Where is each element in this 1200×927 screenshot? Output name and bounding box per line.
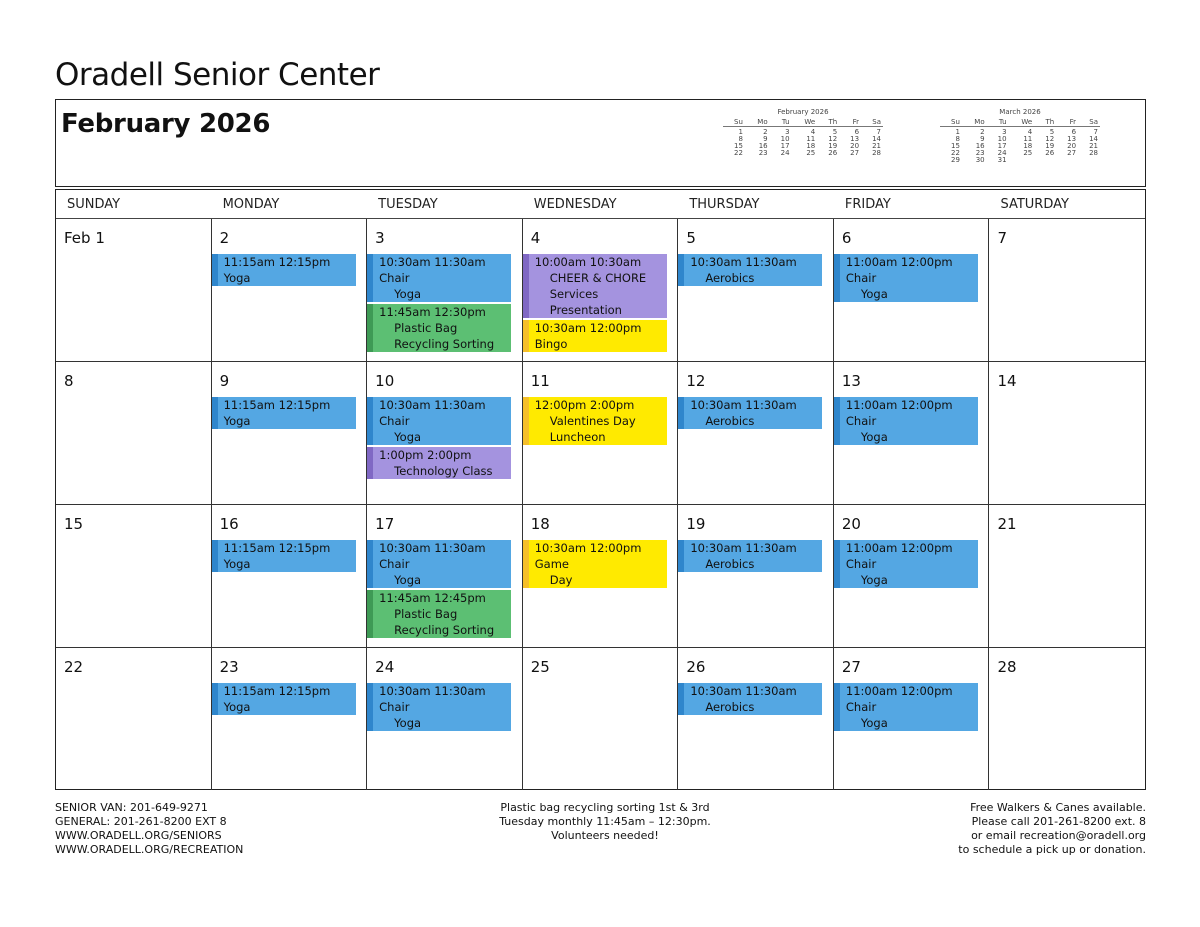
mini-calendar-date: 9 — [980, 135, 985, 143]
event-time: 10:30am 11:30am Chair — [379, 541, 486, 571]
event-title: Plastic Bag Recycling Sorting — [394, 321, 495, 351]
calendar-day-cell[interactable] — [56, 648, 212, 790]
calendar-day-cell[interactable] — [56, 505, 212, 647]
mini-calendar-date: 11 — [1023, 135, 1033, 143]
footer-contact-info — [55, 801, 243, 857]
calendar-day-cell[interactable] — [989, 362, 1145, 504]
mini-calendar-date: 26 — [1045, 149, 1055, 157]
calendar-event[interactable] — [367, 540, 511, 588]
day-number: 28 — [997, 658, 1017, 676]
event-time: 11:15am 12:15pm — [223, 541, 331, 555]
mini-calendar-date: 18 — [1023, 142, 1033, 150]
calendar-week — [56, 219, 1145, 362]
mini-calendar-weekday: Fr — [839, 118, 861, 127]
mini-calendar-table — [723, 118, 883, 157]
event-title: Yoga — [223, 557, 251, 571]
day-number: 20 — [841, 515, 861, 533]
event-title: Aerobics — [705, 271, 755, 285]
calendar-day-cell[interactable] — [678, 648, 834, 790]
event-time: 11:00am 12:00pm Chair — [845, 541, 953, 571]
calendar-day-cell[interactable] — [834, 648, 990, 790]
mini-calendar-date: 3 — [785, 128, 790, 136]
day-number: 10 — [375, 372, 395, 390]
event-title: Plastic Bag Recycling Sorting — [394, 607, 495, 637]
calendar-grid — [55, 189, 1146, 790]
mini-calendar-date: 26 — [828, 149, 838, 157]
day-number: 3 — [375, 229, 385, 247]
mini-calendar-weekday: Fr — [1056, 118, 1078, 127]
mini-calendar-date: 17 — [997, 142, 1007, 150]
calendar-week — [56, 362, 1145, 505]
mini-calendar-title: February 2026 — [777, 108, 829, 116]
footer-line: GENERAL: 201-261-8200 EXT 8 — [55, 815, 227, 828]
mini-calendar-date: 20 — [1067, 142, 1077, 150]
calendar-day-cell[interactable] — [523, 648, 679, 790]
day-number: 26 — [686, 658, 706, 676]
footer-recycling-note — [440, 801, 770, 843]
calendar-day-cell[interactable] — [212, 505, 368, 647]
calendar-weeks — [56, 219, 1145, 790]
event-time: 11:45am 12:45pm — [379, 591, 486, 605]
mini-calendar-date: 22 — [733, 149, 743, 157]
mini-calendar-date: 10 — [997, 135, 1007, 143]
weekday-header-friday: FRIDAY — [844, 197, 891, 212]
calendar-event[interactable] — [523, 254, 667, 318]
footer-line: to schedule a pick up or donation. — [958, 843, 1146, 856]
event-time: 1:00pm 2:00pm — [379, 448, 472, 462]
mini-calendar-date: 1 — [955, 128, 960, 136]
day-number: 6 — [841, 229, 852, 247]
mini-calendar-date: 29 — [950, 156, 960, 164]
event-time: 12:00pm 2:00pm — [534, 398, 635, 412]
calendar-event[interactable] — [678, 683, 822, 715]
event-time: 10:30am 12:00pm Game — [534, 541, 642, 571]
day-number: 27 — [841, 658, 861, 676]
event-time: 11:00am 12:00pm Chair — [845, 398, 953, 428]
event-time: 11:45am 12:30pm — [379, 305, 486, 319]
mini-calendar-weekday: Tu — [770, 118, 792, 127]
calendar-event[interactable] — [367, 397, 511, 445]
mini-calendar-date: 5 — [1049, 128, 1055, 136]
mini-calendar-weekday: Su — [940, 118, 962, 127]
month-title: February 2026 — [61, 109, 271, 139]
day-number: 4 — [530, 229, 541, 247]
calendar-week — [56, 505, 1145, 648]
mini-calendar-date: 5 — [832, 128, 838, 136]
day-number: 17 — [375, 515, 395, 533]
event-title: Yoga — [223, 271, 251, 285]
event-time: 10:30am 11:30am — [690, 255, 797, 269]
mini-calendar-date: 3 — [1002, 128, 1007, 136]
event-title: Yoga — [223, 414, 251, 428]
mini-calendar-date: 23 — [758, 149, 768, 157]
calendar-event[interactable] — [367, 254, 511, 302]
organization-title: Oradell Senior Center — [55, 57, 380, 93]
mini-calendar-weekday: Th — [817, 118, 839, 127]
footer-line: Please call 201-261-8200 ext. 8 — [971, 815, 1146, 828]
calendar-week — [56, 648, 1145, 790]
footer-line: Tuesday monthly 11:45am – 12:30pm. — [499, 815, 711, 828]
mini-calendar-date: 23 — [975, 149, 985, 157]
calendar-day-cell[interactable] — [367, 505, 523, 647]
event-time: 11:00am 12:00pm Chair — [845, 255, 953, 285]
calendar-event[interactable] — [523, 540, 667, 588]
event-time: 10:30am 11:30am Chair — [379, 684, 486, 714]
weekday-header-sunday: SUNDAY — [67, 197, 121, 212]
footer-line: Volunteers needed! — [551, 829, 659, 842]
mini-calendar-weekday: Mo — [962, 118, 987, 127]
calendar-day-cell[interactable] — [212, 219, 368, 361]
event-time: 11:15am 12:15pm — [223, 255, 331, 269]
mini-calendar-date: 16 — [758, 142, 768, 150]
day-number: 24 — [375, 658, 395, 676]
weekday-header-thursday: THURSDAY — [689, 197, 760, 212]
mini-calendar-date: 14 — [1089, 135, 1098, 143]
mini-calendar-date: 7 — [876, 128, 881, 136]
day-number: 11 — [530, 372, 550, 390]
calendar-event[interactable] — [678, 397, 822, 429]
mini-calendar-date: 4 — [810, 128, 816, 136]
weekday-header-tuesday: TUESDAY — [378, 197, 438, 212]
event-title: Bingo — [534, 337, 568, 351]
day-number: 25 — [530, 658, 550, 676]
mini-calendar-february — [723, 108, 883, 157]
event-title: Aerobics — [705, 414, 755, 428]
calendar-day-cell[interactable] — [678, 362, 834, 504]
day-number: 13 — [841, 372, 861, 390]
mini-calendar-date: 12 — [828, 135, 838, 143]
mini-calendar-date: 19 — [828, 142, 838, 150]
calendar-day-cell[interactable] — [56, 362, 212, 504]
mini-calendar-date: 13 — [1067, 135, 1077, 143]
event-title: Yoga — [860, 287, 888, 301]
mini-calendar-date: 14 — [872, 135, 881, 143]
day-number: 18 — [530, 515, 550, 533]
mini-calendar-date — [1078, 157, 1100, 164]
calendar-day-cell[interactable] — [678, 219, 834, 361]
event-time: 10:30am 11:30am — [690, 398, 797, 412]
mini-calendar-date: 13 — [850, 135, 860, 143]
calendar-event[interactable] — [834, 254, 978, 302]
event-title: Aerobics — [705, 700, 755, 714]
mini-calendar-date: 6 — [854, 128, 860, 136]
event-time: 11:15am 12:15pm — [223, 398, 331, 412]
mini-calendar-date: 10 — [780, 135, 790, 143]
calendar-event[interactable] — [678, 254, 822, 286]
calendar-day-cell[interactable] — [678, 505, 834, 647]
day-number: 14 — [997, 372, 1017, 390]
calendar-event[interactable] — [367, 304, 511, 352]
mini-calendar-date: 20 — [850, 142, 860, 150]
event-title: CHEER & CHORE Services Presentation — [549, 271, 647, 317]
event-time: 11:15am 12:15pm — [223, 684, 331, 698]
mini-calendar-date: 27 — [1067, 149, 1077, 157]
month-header — [55, 99, 1146, 187]
day-number: 12 — [686, 372, 706, 390]
event-title: Technology Class — [394, 464, 493, 478]
calendar-day-cell[interactable] — [212, 362, 368, 504]
mini-calendar-date: 8 — [955, 135, 960, 143]
calendar-day-cell[interactable] — [523, 362, 679, 504]
calendar-day-cell[interactable] — [989, 648, 1145, 790]
mini-calendar-weekday: Mo — [745, 118, 770, 127]
calendar-event[interactable] — [212, 254, 356, 286]
calendar-event[interactable] — [834, 397, 978, 445]
calendar-day-cell[interactable] — [56, 219, 212, 361]
mini-calendar-date: 6 — [1071, 128, 1077, 136]
calendar-event[interactable] — [834, 540, 978, 588]
calendar-event[interactable] — [678, 540, 822, 572]
mini-calendar-march — [940, 108, 1100, 164]
mini-calendar-date: 21 — [1089, 142, 1098, 150]
event-time: 10:30am 11:30am Chair — [379, 255, 486, 285]
event-title: Yoga — [860, 430, 888, 444]
event-title: Yoga — [223, 700, 251, 714]
mini-calendar-weekday: Sa — [1078, 118, 1100, 127]
calendar-day-cell[interactable] — [212, 648, 368, 790]
calendar-event[interactable] — [367, 590, 511, 638]
calendar-event[interactable] — [367, 683, 511, 731]
weekday-header-monday: MONDAY — [222, 197, 280, 212]
day-number: 2 — [219, 229, 230, 247]
day-number: 7 — [997, 229, 1008, 247]
calendar-day-cell[interactable] — [989, 505, 1145, 647]
mini-calendar-date: 28 — [872, 149, 881, 157]
mini-calendar-weekday: We — [792, 118, 818, 127]
mini-calendar-date: 2 — [763, 128, 768, 136]
event-time: 10:30am 11:30am — [690, 684, 797, 698]
mini-calendar-date: 22 — [950, 149, 960, 157]
event-title: Yoga — [394, 716, 422, 730]
mini-calendar-date: 25 — [806, 149, 816, 157]
event-title: Yoga — [860, 716, 888, 730]
mini-calendar-date: 15 — [733, 142, 743, 150]
calendar-event[interactable] — [834, 683, 978, 731]
event-title: Yoga — [394, 430, 422, 444]
footer-line: Free Walkers & Canes available. — [970, 801, 1146, 814]
mini-calendar-date: 8 — [738, 135, 743, 143]
calendar-event[interactable] — [523, 397, 667, 445]
mini-calendar-date: 18 — [806, 142, 816, 150]
footer-line: WWW.ORADELL.ORG/RECREATION — [55, 843, 244, 856]
day-number: 19 — [686, 515, 706, 533]
calendar-event[interactable] — [212, 540, 356, 572]
footer-line: or email recreation@oradell.org — [971, 829, 1146, 842]
event-time: 11:00am 12:00pm Chair — [845, 684, 953, 714]
weekday-header-wednesday: WEDNESDAY — [533, 197, 617, 212]
event-title: Day — [549, 573, 573, 587]
calendar-event[interactable] — [212, 397, 356, 429]
calendar-event[interactable] — [523, 320, 667, 352]
mini-calendar-date: 9 — [763, 135, 768, 143]
calendar-day-cell[interactable] — [523, 505, 679, 647]
mini-calendar-date: 25 — [1023, 149, 1033, 157]
calendar-day-cell[interactable] — [367, 648, 523, 790]
day-number: 21 — [997, 515, 1017, 533]
event-time: 10:30am 12:00pm — [534, 321, 642, 335]
calendar-event[interactable] — [212, 683, 356, 715]
calendar-day-cell[interactable] — [367, 219, 523, 361]
mini-calendar-date: 15 — [950, 142, 960, 150]
day-number: 5 — [686, 229, 696, 247]
day-number: 16 — [219, 515, 239, 533]
mini-calendar-weekday: Tu — [987, 118, 1009, 127]
weekday-header-saturday: SATURDAY — [1000, 197, 1069, 212]
day-number: 8 — [64, 372, 74, 390]
calendar-day-cell[interactable] — [834, 219, 990, 361]
event-title: Yoga — [860, 573, 888, 587]
mini-calendar-date: 16 — [975, 142, 985, 150]
mini-calendar-weekday: Su — [723, 118, 745, 127]
mini-calendar-date: 17 — [780, 142, 790, 150]
event-time: 10:30am 11:30am — [690, 541, 797, 555]
mini-calendar-weekday: Th — [1034, 118, 1056, 127]
event-time: 10:00am 10:30am — [534, 255, 642, 269]
weekday-header-row — [56, 190, 1145, 219]
event-time: 10:30am 11:30am Chair — [379, 398, 486, 428]
footer-walkers-note — [958, 801, 1146, 857]
event-title: Aerobics — [705, 557, 755, 571]
mini-calendar-date: 12 — [1045, 135, 1055, 143]
mini-calendar-date — [1009, 157, 1035, 164]
mini-calendar-date: 2 — [980, 128, 985, 136]
footer-line: Plastic bag recycling sorting 1st & 3rd — [500, 801, 710, 814]
mini-calendar-table — [940, 118, 1100, 164]
mini-calendar-date: 11 — [806, 135, 816, 143]
footer-line: WWW.ORADELL.ORG/SENIORS — [55, 829, 222, 842]
mini-calendar-date: 19 — [1045, 142, 1055, 150]
event-title: Yoga — [394, 287, 422, 301]
footer-line: SENIOR VAN: 201-649-9271 — [55, 801, 208, 814]
calendar-event[interactable] — [367, 447, 511, 479]
calendar-day-cell[interactable] — [367, 362, 523, 504]
mini-calendar-title: March 2026 — [999, 108, 1041, 116]
mini-calendar-weekday: Sa — [861, 118, 883, 127]
day-number: 23 — [219, 658, 239, 676]
event-title: Yoga — [394, 573, 422, 587]
mini-calendar-date: 21 — [872, 142, 881, 150]
mini-calendar-date — [1056, 157, 1078, 164]
mini-calendar-date: 4 — [1027, 128, 1033, 136]
mini-calendar-date — [1034, 157, 1056, 164]
day-number: 9 — [219, 372, 230, 390]
day-number: 22 — [64, 658, 84, 676]
calendar-day-cell[interactable] — [989, 219, 1145, 361]
day-number: Feb 1 — [64, 229, 105, 247]
mini-calendar-date: 28 — [1089, 149, 1098, 157]
calendar-day-cell[interactable] — [834, 505, 990, 647]
mini-calendar-date: 31 — [997, 156, 1007, 164]
mini-calendar-date: 1 — [738, 128, 743, 136]
mini-calendar-weekday: We — [1009, 118, 1035, 127]
mini-calendar-date: 27 — [850, 149, 860, 157]
calendar-day-cell[interactable] — [834, 362, 990, 504]
mini-calendar-date: 24 — [780, 149, 790, 157]
day-number: 15 — [64, 515, 84, 533]
event-title: Valentines Day Luncheon — [549, 414, 636, 444]
mini-calendar-date: 24 — [997, 149, 1007, 157]
mini-calendar-date: 30 — [975, 156, 985, 164]
mini-calendar-date: 7 — [1093, 128, 1098, 136]
calendar-day-cell[interactable] — [523, 219, 679, 361]
